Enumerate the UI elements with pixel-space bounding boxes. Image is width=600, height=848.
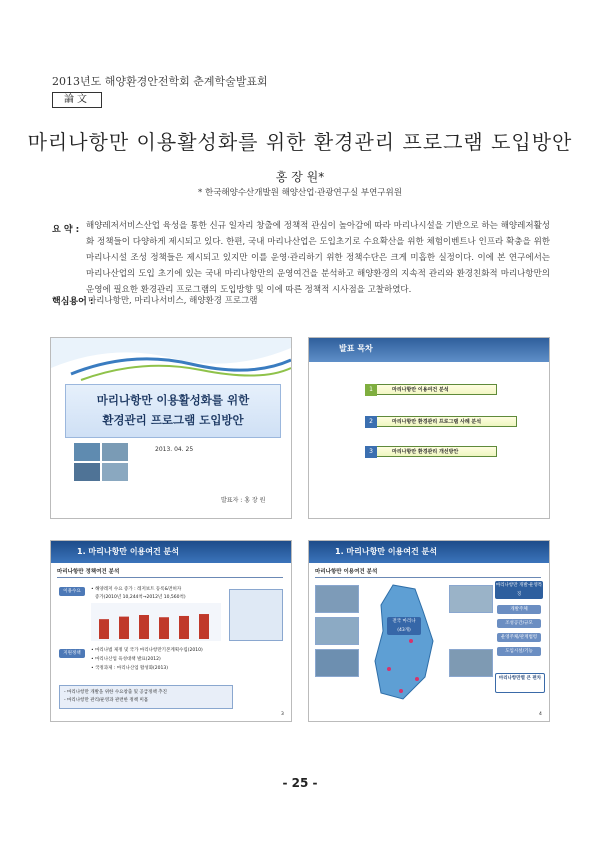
header-text: 1. 마리나항만 이용여건 분석 xyxy=(77,547,179,556)
side-title: 마리나항만 개발·운영특징 xyxy=(495,583,543,597)
demand-line-2: 증가(2010년 10,244척→2012년 10,560척) xyxy=(95,595,186,600)
slide-subtitle: 마리나항만 정책여건 분석 xyxy=(57,567,283,578)
chart-bar xyxy=(139,615,149,639)
photo xyxy=(73,442,101,462)
demand-line-1: • 해양레저 수요 증가 : 레저보트 등록&면허자 xyxy=(91,587,182,592)
support-line-2: • 마리나산업 육성대책 발표(2012) xyxy=(91,657,161,662)
tag-support: 지원정책 xyxy=(59,649,85,658)
map-label-line-2: (43개) xyxy=(397,628,411,633)
contents-number-1: 1 xyxy=(365,384,377,396)
tag-demand: 이용수요 xyxy=(59,587,85,596)
author-name: 홍 장 원* xyxy=(275,170,325,184)
slide-header xyxy=(309,338,549,362)
conference-name: 2013년도 해양환경안전학회 춘계학술발표회 xyxy=(52,75,268,88)
contents-item-3 xyxy=(369,446,497,457)
slide-page-number: 4 xyxy=(539,712,542,717)
contents-item-label: 마리나항만 환경관리 개선방안 xyxy=(392,449,459,455)
contents-item-label: 마리나항만 환경관리 프로그램 사례 분석 xyxy=(392,419,482,425)
bottom-summary-box xyxy=(59,685,233,709)
photo xyxy=(315,617,359,645)
paper-title: 마리나항만 이용활성화를 위한 환경관리 프로그램 도입방안 xyxy=(27,130,573,154)
photo xyxy=(73,462,101,482)
paper-type-badge: 論文 xyxy=(52,92,102,108)
photo xyxy=(315,649,359,677)
presenter: 발표자 : 홍 장 원 xyxy=(221,497,266,504)
slide-policy xyxy=(50,540,292,722)
author-affiliation: * 한국해양수산개발원 해양산업·관광연구실 부연구위원 xyxy=(198,188,402,198)
slide-title-line-1: 마리나항만 이용활성화를 위한 xyxy=(96,393,250,407)
slide-usage xyxy=(308,540,550,722)
slide-subtitle: 마리나항만 이용여건 분석 xyxy=(315,567,541,578)
keywords-label: 핵심용어 : xyxy=(52,297,94,307)
side-item-1: 개발주체 xyxy=(497,605,541,614)
abstract-label: 요 약 : xyxy=(52,225,80,235)
support-line-1: • 마리나법 제정 및 국가 마리나항만기본계획수립(2010) xyxy=(91,648,203,653)
photo xyxy=(449,649,493,677)
header-text: 발표 목차 xyxy=(339,344,373,353)
slide-title-line-2: 환경관리 프로그램 도입방안 xyxy=(102,413,244,427)
abstract-text: 해양레저서비스산업 육성을 통한 신규 일자리 창출에 정책적 관심이 높아감에 따라 마리나시설을 기반으로 하는 해양레저활성화 정책들이 다양하게 제시되고 있다. 한편, 국내 마리나산업은 도입초기로 수요확산을 위한 체험이벤트나 인프라 확충을 위한 마리나시설 조성 정책들은 제시되고 있지만 이를 운영·관리하기 위한 정책수단은 크게 미흡한 실정이다. 이에 본 연구에서는 마리나산업의 도입 초기에 있는 국내 마리나항만의 운영여건을 분석하고 해양환경의 지속적 관리와 환경친화적 마리나항만의 운영에 필요한 환경관리 프로그램의 도입방향 및 이에 따른 정책적 시사점을 고찰하였다. xyxy=(86,221,550,295)
image-thumbnail xyxy=(229,589,283,641)
photo xyxy=(101,462,129,482)
header-text: 1. 마리나항만 이용여건 분석 xyxy=(335,547,437,556)
slide-page-number: 3 xyxy=(281,712,284,717)
slide-contents xyxy=(308,337,550,519)
slide-date: 2013. 04. 25 xyxy=(155,446,194,453)
chart-bar xyxy=(179,616,189,639)
slide-header xyxy=(309,541,549,563)
result-label: 마리나항만별 큰 편차 xyxy=(495,673,545,693)
chart-bar xyxy=(199,614,209,639)
support-line-3: • 국정과제 : 마리나산업 활성화(2013) xyxy=(91,666,169,671)
summary-line-1: - 마리나항만 개발을 위한 수요창출 및 공급정책 추진 xyxy=(64,690,167,695)
side-item-2: 조성공간/규모 xyxy=(497,619,541,628)
side-item-3: 운영주체/관계법령 xyxy=(497,633,541,642)
chart-bar xyxy=(119,617,129,639)
photo xyxy=(101,442,129,462)
side-item-4: 도입시설/기능 xyxy=(497,647,541,656)
photo xyxy=(315,585,359,613)
slide-header xyxy=(51,541,291,563)
wave-graphic xyxy=(51,338,291,388)
contents-item-2 xyxy=(369,416,517,427)
contents-number-2: 2 xyxy=(365,416,377,428)
chart-bar xyxy=(99,619,109,639)
page-number: - 25 - xyxy=(282,776,318,790)
contents-item-label: 마리나항만 이용여건 분석 xyxy=(392,387,449,393)
map-label-line-1: 전국 마리나 xyxy=(392,619,416,624)
korea-map xyxy=(363,581,445,707)
map-label xyxy=(387,617,421,635)
chart-bar xyxy=(159,617,169,639)
slide-title-box xyxy=(65,384,281,438)
contents-item-1 xyxy=(369,384,497,395)
contents-number-3: 3 xyxy=(365,446,377,458)
demand-bar-chart xyxy=(91,603,221,641)
slide-title xyxy=(50,337,292,519)
summary-line-2: - 마리나항만 관리/운영과 관련한 정책 미흡 xyxy=(64,698,149,703)
photo xyxy=(449,585,493,613)
keywords-text: 마리나항만, 마리나서비스, 해양환경 프로그램 xyxy=(88,296,258,306)
